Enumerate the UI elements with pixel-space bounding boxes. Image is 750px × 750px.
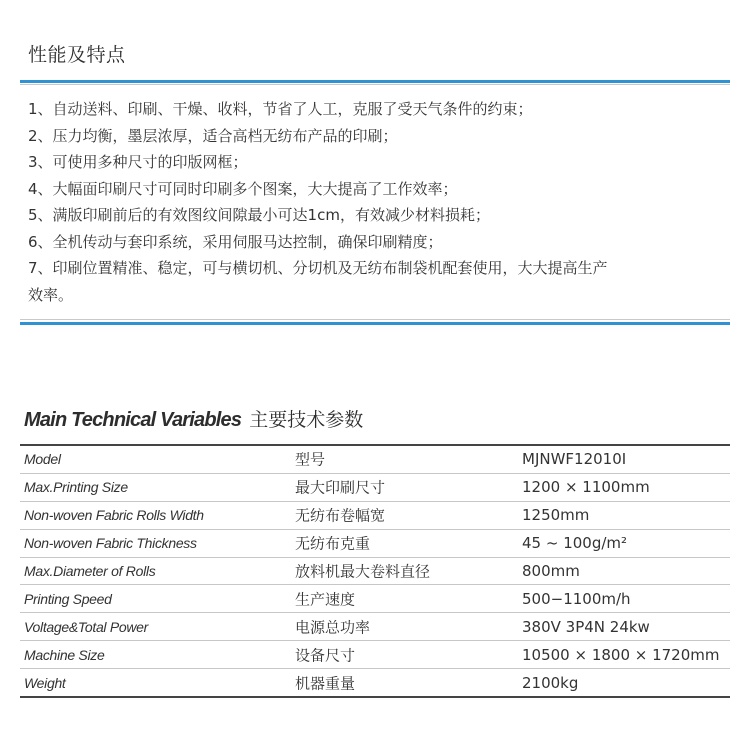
feature-item: 5、满版印刷前后的有效图纹间隙最小可达1cm，有效减少材料损耗； xyxy=(28,206,490,224)
spec-row xyxy=(20,669,730,696)
top-accent-rule xyxy=(20,80,730,83)
spec-label-en: Model xyxy=(24,451,61,468)
spec-value: 1200 × 1100mm xyxy=(522,478,650,497)
spec-label-zh: 放料机最大卷料直径 xyxy=(295,562,431,581)
spec-label-zh: 机器重量 xyxy=(295,674,356,693)
spec-label-en: Non-woven Fabric Thickness xyxy=(24,535,197,552)
spec-row xyxy=(20,474,730,502)
tech-title-en: Main Technical Variables xyxy=(24,409,242,431)
feature-item: 3、可使用多种尺寸的印版网框； xyxy=(28,153,248,171)
top-divider xyxy=(20,84,730,85)
feature-item: 2、压力均衡，墨层浓厚，适合高档无纺布产品的印刷； xyxy=(28,126,398,145)
spec-label-en: Max.Diameter of Rolls xyxy=(24,563,156,579)
spec-label-zh: 型号 xyxy=(295,450,326,469)
spec-row xyxy=(20,558,730,586)
spec-value: 500−1100m/h xyxy=(522,589,631,608)
spec-value: 1250mm xyxy=(522,506,590,525)
bottom-accent-rule xyxy=(20,322,730,325)
spec-label-zh: 无纺布卷幅宽 xyxy=(295,506,386,525)
spec-row xyxy=(20,585,730,613)
spec-row xyxy=(20,641,730,669)
feature-item: 1、自动送料、印刷、干燥、收料，节省了人工，克服了受天气条件的约束； xyxy=(28,100,533,118)
spec-label-zh: 无纺布克重 xyxy=(295,534,371,553)
tech-heading xyxy=(24,405,363,432)
spec-label-en: Printing Speed xyxy=(24,590,112,607)
spec-row xyxy=(20,613,730,641)
feature-item: 7、印刷位置精准、稳定，可与横切机、分切机及无纺布制袋机配套使用，大大提高生产 xyxy=(28,259,608,277)
features-title: 性能及特点 xyxy=(28,44,126,66)
feature-item: 4、大幅面印刷尺寸可同时印刷多个图案，大大提高了工作效率； xyxy=(28,179,458,198)
spec-value: 45 ~ 100g/m² xyxy=(522,534,628,553)
spec-value: 2100kg xyxy=(522,673,579,692)
feature-item-continuation: 效率。 xyxy=(28,285,74,304)
features-list xyxy=(28,96,728,308)
spec-table xyxy=(20,444,730,698)
spec-value: MJNWF12010I xyxy=(522,450,627,469)
spec-label-en: Max.Printing Size xyxy=(24,479,128,496)
spec-label-en: Voltage&Total Power xyxy=(24,618,149,635)
spec-value: 380V 3P4N 24kw xyxy=(522,617,650,636)
spec-value: 10500 × 1800 × 1720mm xyxy=(522,645,720,664)
spec-row xyxy=(20,502,730,530)
spec-label-en: Non-woven Fabric Rolls Width xyxy=(24,507,204,524)
spec-label-zh: 生产速度 xyxy=(295,590,356,609)
spec-row xyxy=(20,530,730,558)
spec-label-en: Weight xyxy=(24,674,66,691)
spec-value: 800mm xyxy=(522,562,580,580)
feature-item: 6、全机传动与套印系统，采用伺服马达控制，确保印刷精度； xyxy=(28,232,443,251)
bottom-divider xyxy=(20,319,730,320)
tech-title-zh: 主要技术参数 xyxy=(249,409,364,431)
spec-row xyxy=(20,446,730,474)
spec-label-en: Machine Size xyxy=(24,646,105,663)
spec-label-zh: 电源总功率 xyxy=(295,618,371,637)
spec-label-zh: 最大印刷尺寸 xyxy=(295,478,386,497)
spec-label-zh: 设备尺寸 xyxy=(295,646,356,665)
